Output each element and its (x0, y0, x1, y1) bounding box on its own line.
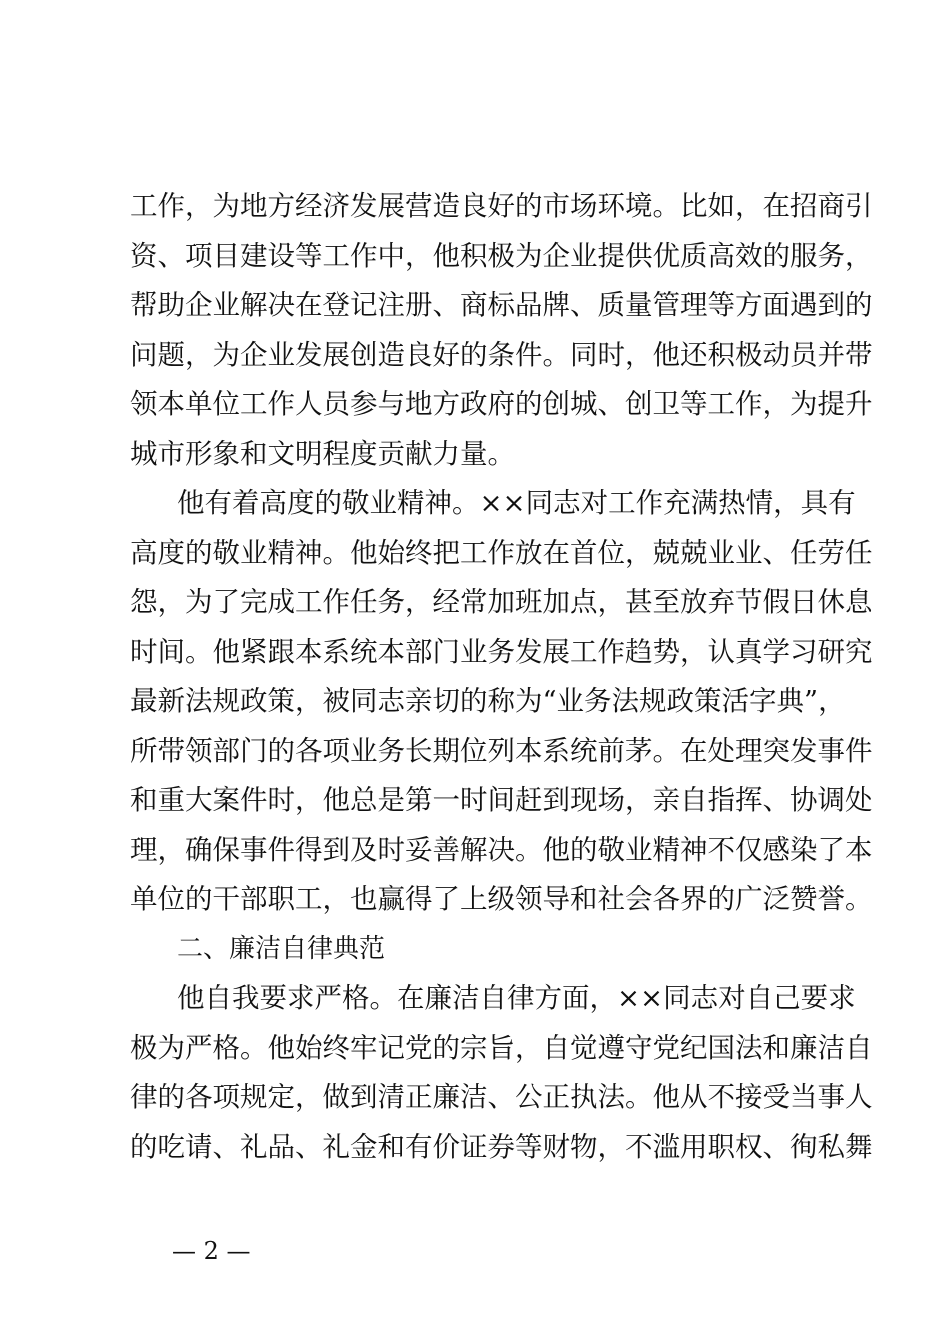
text-line: 资、项目建设等工作中，他积极为企业提供优质高效的服务， (130, 239, 873, 272)
text-line: 领本单位工作人员参与地方政府的创城、创卫等工作，为提升 (130, 388, 873, 420)
text-line: 工作，为地方经济发展营造良好的市场环境。比如，在招商引 (130, 190, 873, 222)
text-line: 单位的干部职工，也赢得了上级领导和社会各界的广泛赞誉。 (130, 883, 873, 915)
text-line: 的吃请、礼品、礼金和有价证券等财物，不滥用职权、徇私舞 (130, 1130, 873, 1163)
text-line: 和重大案件时，他总是第一时间赶到现场，亲自指挥、协调处 (130, 784, 873, 816)
text-line: 问题，为企业发展创造良好的条件。同时，他还积极动员并带 (130, 338, 873, 371)
paragraph (130, 974, 873, 1172)
text-line: 律的各项规定，做到清正廉洁、公正执法。他从不接受当事人 (130, 1081, 873, 1113)
text-line: 城市形象和文明程度贡献力量。 (130, 437, 515, 470)
text-line: 时间。他紧跟本系统本部门业务发展工作趋势，认真学习研究 (130, 635, 873, 668)
text-line: 他自我要求严格。在廉洁自律方面，××同志对自己要求 (177, 982, 856, 1014)
text-line: 帮助企业解决在登记注册、商标品牌、质量管理等方面遇到的 (130, 289, 873, 321)
section-heading: 二、廉洁自律典范 (177, 933, 386, 964)
text-line: 他有着高度的敬业精神。××同志对工作充满热情，具有 (177, 487, 856, 519)
text-line: 怨，为了完成工作任务，经常加班加点，甚至放弃节假日休息 (130, 586, 873, 618)
paragraph (130, 479, 873, 925)
document-body (130, 182, 873, 1172)
page-number: — 2 — (172, 1237, 251, 1265)
text-line: 最新法规政策，被同志亲切的称为“业务法规政策活字典”， (130, 685, 846, 717)
text-line: 理，确保事件得到及时妥善解决。他的敬业精神不仅感染了本 (130, 833, 873, 866)
paragraph (130, 182, 873, 479)
text-line: 所带领部门的各项业务长期位列本系统前茅。在处理突发事件 (130, 734, 873, 767)
text-line: 极为严格。他始终牢记党的宗旨，自觉遵守党纪国法和廉洁自 (130, 1031, 873, 1064)
text-line: 高度的敬业精神。他始终把工作放在首位，兢兢业业、任劳任 (130, 536, 873, 569)
